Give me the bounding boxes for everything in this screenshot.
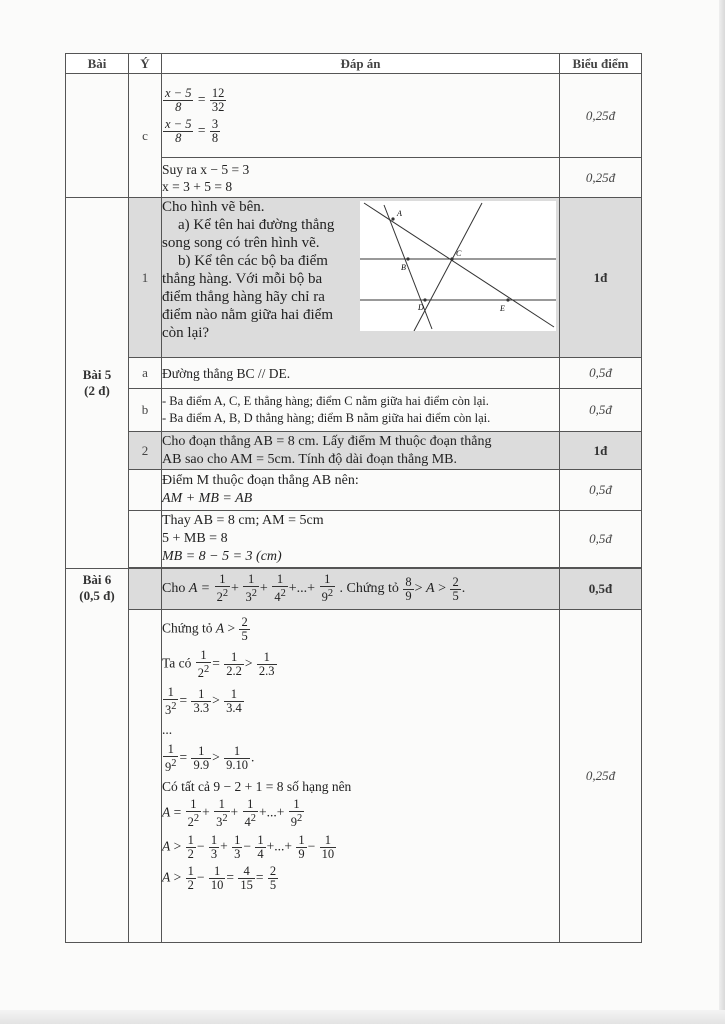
y-cell-1: 1 [129,198,162,358]
math-line: $\frac{1}{9^2}$ = $\frac{1}{9.9}$ > $\frac{1}{9.10}$ . [165,742,255,775]
y-cell-c: c [129,74,162,198]
question-cell-bai6: Cho A = $\frac{1}{2^2}$ + $\frac{1}{3^2}$ + $\frac{1}{4^2}$ +...+ $\frac{1}{9^2}$ . Chứng tỏ $\frac{8}{9}$ > A > $\frac{2}{5}$ . [162,569,560,610]
math-line: Chứng tỏ A > $\frac{2}{5}$ [162,615,248,643]
text-line: Có tất cả 9 − 2 + 1 = 8 số hạng nên [162,779,352,795]
y-cell-empty [129,470,162,511]
text-taco: Ta có [162,655,192,671]
text-line: MB = 8 − 5 = 3 (cm) [162,549,282,564]
answer-cell-bai6 [162,610,560,943]
question-text [162,198,362,342]
frac-num: x − 5 [165,85,192,100]
score-cell: 0,25đ [560,610,642,943]
header-y: Ý [129,54,162,74]
text-line: còn lại? [162,325,210,341]
point-a [391,217,394,220]
frac-num: 12 [211,85,225,100]
score-cell: 0,5đ [560,511,642,568]
figure-background [360,201,556,331]
text-line: b) Kể tên các bộ ba điểm [178,253,328,269]
frac-num: x − 5 [165,116,192,131]
point-d [423,298,426,301]
math-line: A = $\frac{1}{2^2}$ + $\frac{1}{3^2}$ + $\frac{1}{4^2}$ +...+ $\frac{1}{9^2}$ [162,797,303,830]
table-row [66,610,642,943]
label-a: A [397,209,402,218]
answer-cell-s2 [162,511,560,568]
frac-den: 8 [175,99,182,114]
bai6-points: (0,5 đ) [79,588,115,603]
score-cell: 0,25đ [560,158,642,198]
text-line: a) Kể tên hai đường thẳng [178,217,335,233]
text-line: điểm thẳng hàng hãy chỉ ra [162,289,325,305]
table-row [66,74,642,158]
scan-bottom-edge [0,1010,725,1024]
point-b [406,257,409,260]
table-row [66,432,642,470]
y-cell-2: 2 [129,432,162,470]
geometry-figure [360,201,556,331]
equation-line: $\frac{x - 5}{8}$ = $\frac{3}{8}$ [165,116,219,145]
y-cell-b: b [129,389,162,432]
table-row [66,389,642,432]
text-line: Điểm M thuộc đoạn thẳng AB nên: [162,473,359,488]
table-row [66,358,642,389]
text-line: - Ba điểm A, C, E thẳng hàng; điểm C nằm giữa hai điểm còn lại. [162,394,489,408]
score-cell: 1đ [560,198,642,358]
bai5-label: Bài 5 [82,367,112,382]
text-line: x = 3 + 5 = 8 [162,178,233,194]
math-line: A > $\frac{1}{2}$ − $\frac{1}{10}$ = $\frac{4}{15}$ = $\frac{2}{5}$ [162,863,277,892]
text-line: - Ba điểm A, B, D thẳng hàng; điểm B nằm giữa hai điểm còn lại. [162,411,491,425]
table-row [66,198,642,358]
frac-num: 3 [211,116,219,131]
y-cell-empty [129,610,162,943]
text-a-eq: A = [188,581,211,597]
text-line: Cho hình vẽ bên. [162,199,265,215]
bai5-points: (2 đ) [84,383,110,398]
score-cell: 0,5đ [560,569,642,610]
math-line: A > $\frac{1}{2}$ − $\frac{1}{3}$ + $\frac{1}{3}$ − $\frac{1}{4}$ +...+ $\frac{1}{9}$ − $\frac{1}{10}$ [162,832,335,861]
score-cell: 1đ [560,432,642,470]
text-cho: Cho [162,581,186,597]
text-line: Suy ra x − 5 = 3 [162,161,250,177]
frac-den: 8 [211,130,219,145]
label-b: B [401,263,406,272]
answer-cell-a: Đường thẳng BC // DE. [162,358,560,389]
header-bai: Bài [66,54,129,74]
text-line: Thay AB = 8 cm; AM = 5cm [162,513,324,528]
text-line: AB sao cho AM = 5cm. Tính độ dài đoạn thẳng MB. [162,451,458,467]
text-chungto2: Chứng tỏ [162,620,213,636]
bai5-label-cell [66,198,129,569]
answer-cell-b [162,389,560,432]
answer-key-table [65,53,642,943]
question-cell-2 [162,432,560,470]
scan-edge [719,0,725,1024]
bai6-label-cell [66,569,129,943]
equation-line: $\frac{x - 5}{8}$ = $\frac{12}{32}$ [165,85,225,114]
y-cell-empty [129,511,162,568]
label-d: D [418,303,424,312]
text-line: song song có trên hình vẽ. [162,235,320,251]
point-e [506,298,509,301]
header-bieudiem: Biểu điểm [560,54,642,74]
point-c [450,257,453,260]
answer-cell-c-eq [162,74,560,158]
text-line: AM + MB = AB [162,491,253,506]
score-cell: 0,5đ [560,389,642,432]
table-row [66,470,642,511]
answer-cell-s1 [162,470,560,511]
bai-cell-empty [66,74,129,198]
answer-cell-c-result [162,158,560,198]
text-line: thẳng hàng. Với mỗi bộ ba [162,271,323,287]
label-e: E [500,304,505,313]
frac-den: 8 [175,130,182,145]
table-row [66,511,642,568]
table-header-row [66,54,642,74]
text-chungto: . Chứng tỏ [339,581,399,597]
text-line: Cho đoạn thẳng AB = 8 cm. Lấy điểm M thuộc đoạn thẳng [162,433,492,449]
math-line: Ta có $\frac{1}{2^2}$ = $\frac{1}{2.2}$ > $\frac{1}{2.3}$ [162,648,275,681]
score-cell: 0,5đ [560,470,642,511]
label-c: C [456,249,462,258]
y-cell-a: a [129,358,162,389]
table-row [66,569,642,610]
math-line: $\frac{1}{3^2}$ = $\frac{1}{3.3}$ > $\frac{1}{3.4}$ [165,685,242,718]
text-line: điểm nào nằm giữa hai điểm [162,307,333,323]
frac-den: 32 [211,99,225,114]
score-cell: 0,5đ [560,358,642,389]
text-line: 5 + MB = 8 [162,531,228,546]
bai6-label: Bài 6 [82,572,112,587]
score-cell: 0,25đ [560,74,642,158]
question-cell-1 [162,198,560,358]
header-dapan: Đáp án [162,54,560,74]
ellipsis-line: ... [162,722,173,738]
y-cell-empty [129,569,162,610]
